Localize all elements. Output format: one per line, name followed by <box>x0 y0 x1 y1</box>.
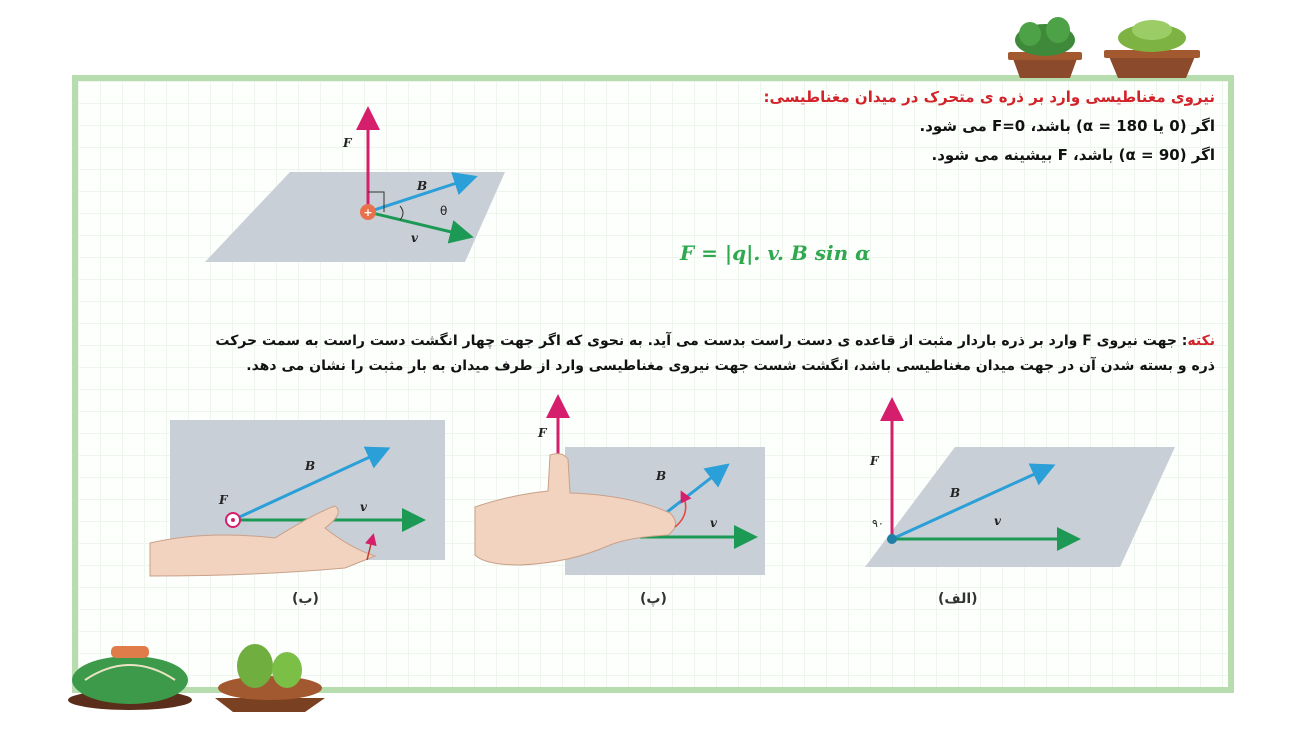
field-label: B <box>417 179 428 193</box>
condition-zero-force: اگر (0 یا 180 = α) باشد، F=0 می شود. <box>919 117 1215 135</box>
svg-text:v: v <box>994 514 1001 528</box>
svg-text:F: F <box>538 426 547 440</box>
svg-text:۹۰: ۹۰ <box>872 517 884 530</box>
figure-b-left-caption: (ب) <box>292 591 319 607</box>
velocity-label: v <box>411 231 418 245</box>
right-hand-rule-note <box>195 329 1215 379</box>
svg-text:B: B <box>305 459 316 473</box>
note-text: : جهت نیروی F وارد بر ذره باردار مثبت از قاعده ی دست راست بدست می آید. به نحوی که اگر جهت چهار انگشت دست راست به سمت حرکت ذره و بسته شدن آن در جهت میدان مغناطیسی باشد، انگشت شست جهت نیروی مغناطیسی وارد از طرف میدان به بار مثبت را نشان می دهد. <box>215 333 1215 374</box>
figure-alef-caption: (الف) <box>938 591 978 607</box>
cactus-decoration-top-right <box>1000 10 1210 80</box>
force-diagram-top <box>200 100 510 270</box>
svg-text:B: B <box>950 486 961 500</box>
figure-p-middle-caption: (پ) <box>640 591 667 607</box>
figure-b-left <box>145 418 450 583</box>
svg-text:F: F <box>870 454 879 468</box>
svg-text:v: v <box>360 500 367 514</box>
figure-p-middle <box>470 395 790 580</box>
force-formula: F = |q|. v. B sin α <box>680 241 871 265</box>
angle-label: θ <box>440 204 448 218</box>
condition-max-force: اگر (90 = α) باشد، F بیشینه می شود. <box>931 146 1215 164</box>
force-label: F <box>343 136 352 150</box>
plane <box>205 172 505 262</box>
charge-sign: + <box>363 206 373 219</box>
note-label: نکته <box>1187 333 1215 349</box>
svg-text:v: v <box>710 516 717 530</box>
page-heading: نیروی مغناطیسی وارد بر ذره ی متحرک در میدان مغناطیسی: <box>763 88 1215 106</box>
cactus-decoration-bottom-left <box>65 640 335 715</box>
svg-text:B: B <box>656 469 667 483</box>
figure-alef-right <box>860 395 1180 575</box>
svg-text:F: F <box>219 493 228 507</box>
